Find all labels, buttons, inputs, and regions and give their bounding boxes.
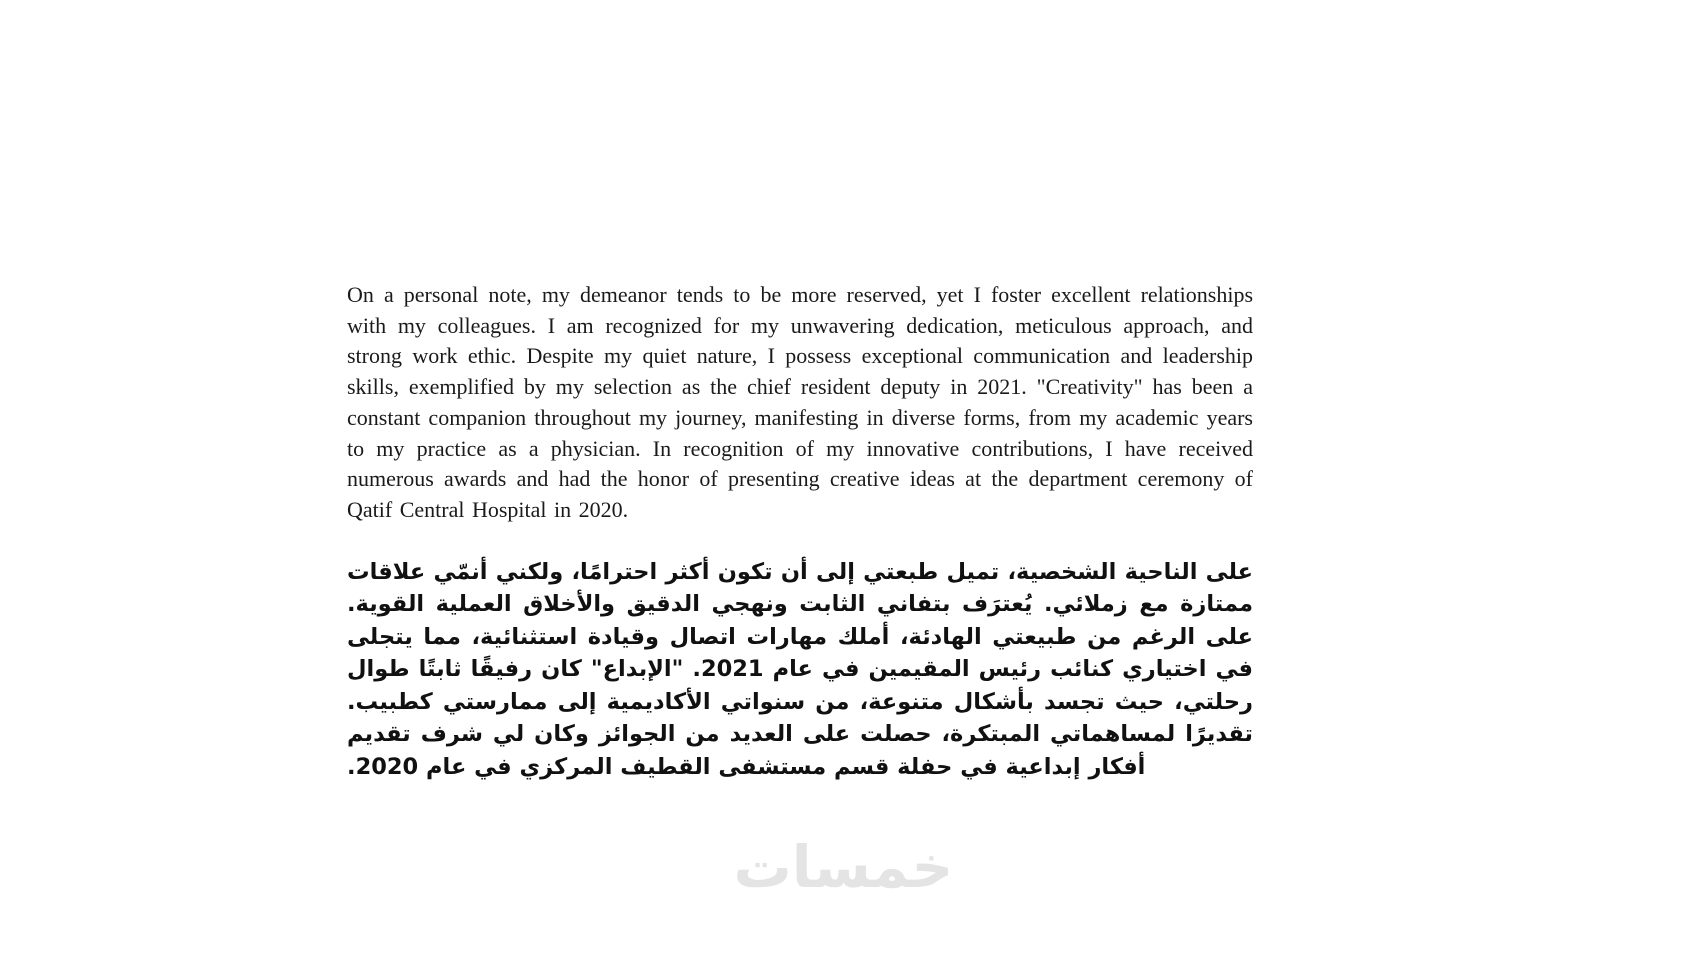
english-paragraph: On a personal note, my demeanor tends to be more reserved, yet I foster excellent relationships with my colleagues. I am recognized for my unwavering dedication, meticulous approach, and strong work ethic. Despite my quiet nature, I possess exceptional communication and leadership skills, exemplified by my selection as the chief resident deputy in 2021. "Creativity" has been a constant companion throughout my journey, manifesting in diverse forms, from my academic years to my practice as a physician. In recognition of my innovative contributions, I have received numerous awards and had the honor of presenting creative ideas at the department ceremony of Qatif Central Hospital in 2020. — [347, 282, 1253, 522]
arabic-paragraph: على الناحية الشخصية، تميل طبعتي إلى أن تكون أكثر احترامًا، ولكني أنمّي علاقات ممتازة مع زملائي. يُعترَف بتفاني الثابت ونهجي الدقيق والأخلاق العملية القوية. على الرغم من طبيعتي الهادئة، أملك مهارات اتصال وقيادة استثنائية، مما يتجلى في اختياري كنائب رئيس المقيمين في عام 2021. "الإبداع" كان رفيقًا ثابتًا طوال رحلتي، حيث تجسد بأشكال متنوعة، من سنواتي الأكاديمية إلى ممارستي كطبيب. تقديرًا لمساهماتي المبتكرة، حصلت على العديد من الجوائز وكان لي شرف تقديم أفكار إبداعية في حفلة قسم مستشفى القطيف المركزي في عام 2020. — [347, 558, 1253, 780]
document-body — [347, 280, 1253, 783]
khamsat-watermark: خمسات — [733, 833, 954, 901]
